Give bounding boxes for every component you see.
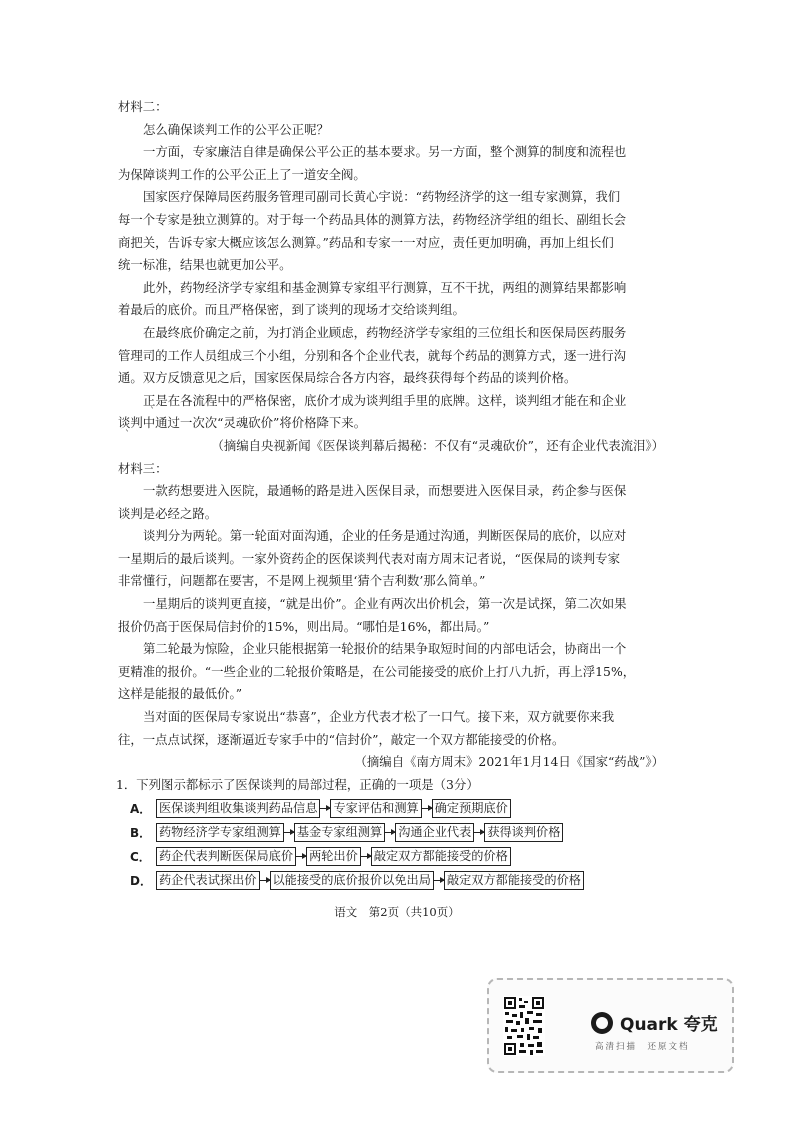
arrow-right-icon: [320, 808, 330, 809]
option-label: C．: [130, 849, 151, 864]
qr-code-icon: [503, 996, 545, 1056]
scan-speck: ˋ: [125, 430, 130, 441]
paragraph-line: 怎么确保谈判工作的公平公正呢？: [143, 121, 329, 137]
document-body: [118, 96, 666, 892]
option-d: [118, 869, 666, 892]
arrow-right-icon: [422, 808, 432, 809]
page-footer: 语文 第2页（共10页）: [334, 905, 460, 919]
paragraph-line: 非常懂行，问题都在要害，不是网上视频里‘猜个吉利数’那么简单。”: [118, 573, 486, 589]
flow-step: 获得谈判价格: [484, 823, 563, 842]
paragraph-line: 此外，药物经济学专家组和基金测算专家组平行测算，互不干扰，两组的测算结果都影响: [143, 279, 627, 295]
quark-logo: [591, 1010, 718, 1035]
paragraph-line: 谈判是必经之路。: [118, 505, 218, 521]
quark-brand-name: Quark 夸克: [620, 1015, 718, 1035]
option-c: [118, 845, 666, 868]
quark-logo-icon: [591, 1012, 613, 1034]
paragraph-line: 一方面，专家廉洁自律是确保公平公正的基本要求。另一方面，整个测算的制度和流程也: [143, 144, 627, 160]
material-3-heading: 材料三：: [118, 460, 168, 476]
flow-step: 专家评估和测算: [330, 799, 421, 818]
paragraph-line: 这样是能报的最低价。”: [118, 686, 243, 702]
option-b: [118, 821, 666, 844]
flow-step: 沟通企业代表: [395, 823, 474, 842]
option-label: A．: [130, 801, 152, 816]
option-label: B．: [130, 825, 152, 840]
paragraph-line: 管理司的工作人员组成三个小组，分别和各个企业代表，就每个药品的测算方式，逐一进行沟: [118, 347, 627, 363]
paragraph-line: 统一标准，结果也就更加公平。: [118, 257, 292, 273]
arrow-right-icon: [385, 832, 395, 833]
flow-step: 药企代表判断医保局底价: [156, 847, 296, 866]
scan-speck: ˋ: [150, 407, 155, 418]
paragraph-line: 着最后的底价。而且严格保密，到了谈判的现场才交给谈判组。: [118, 302, 465, 318]
option-a: [118, 797, 666, 820]
flow-step: 两轮出价: [306, 847, 361, 866]
paragraph-line: 一星期后的最后谈判。一家外资药企的医保谈判代表对南方周末记者说，“医保局的谈判专家: [118, 550, 620, 566]
material-3-source: （摘编自《南方周末》2021年1月14日《国家“药战”》）: [354, 754, 664, 770]
paragraph-line: 在最终底价确定之前，为打消企业顾虑，药物经济学专家组的三位组长和医保局医药服务: [143, 324, 627, 340]
paragraph-line: 通。双方反馈意见之后，国家医保局综合各方内容，最终获得每个药品的谈判价格。: [118, 370, 577, 386]
arrow-right-icon: [361, 856, 371, 857]
flow-step: 药企代表试探出价: [156, 871, 260, 890]
paragraph-line: 当对面的医保局专家说出“恭喜”，企业方代表才松了一口气。接下来，双方就要你来我: [143, 709, 615, 725]
flow-step: 敲定双方都能接受的价格: [444, 871, 584, 890]
flow-step: 基金专家组测算: [294, 823, 385, 842]
quark-tagline: 高清扫描 还原文档: [595, 1042, 690, 1052]
paragraph-line: 国家医疗保障局医药服务管理司副司长黄心宇说：“药物经济学的这一组专家测算，我们: [143, 189, 621, 205]
quark-watermark-card: [487, 978, 734, 1073]
material-2-heading: 材料二：: [118, 99, 168, 114]
arrow-right-icon: [284, 832, 294, 833]
paragraph-line: 正是在各流程中的严格保密，底价才成为谈判组手里的底牌。这样，谈判组才能在和企业: [143, 392, 627, 408]
paragraph-line: 往，一点点试探，逐渐逼近专家手中的“信封价”，敲定一个双方都能接受的价格。: [118, 731, 565, 747]
paragraph-line: 更精准的报价。“一些企业的二轮报价策略是，在公司能接受的底价上打八九折，再上浮15%，: [118, 663, 636, 679]
paragraph-line: 商把关，告诉专家大概应该怎么测算。”药品和专家一一对应，责任更加明确，再加上组长们: [118, 234, 614, 250]
flow-step: 医保谈判组收集谈判药品信息: [156, 799, 320, 818]
flow-step: 确定预期底价: [432, 799, 511, 818]
paragraph-line: 第二轮最为惊险，企业只能根据第一轮报价的结果争取短时间的内部电话会，协商出一个: [143, 641, 627, 657]
flow-step: 药物经济学专家组测算: [156, 823, 284, 842]
paragraph-line: 一款药想要进入医院，最通畅的路是进入医保目录，而想要进入医保目录，药企参与医保: [143, 483, 627, 499]
arrow-right-icon: [434, 880, 444, 881]
paragraph-line: 一星期后的谈判更直接，“就是出价”。企业有两次出价机会，第一次是试探，第二次如果: [143, 596, 627, 612]
arrow-right-icon: [260, 880, 270, 881]
material-2-source: （摘编自央视新闻《医保谈判幕后揭秘：不仅有“灵魂砍价”，还有企业代表流泪》）: [211, 437, 664, 453]
paragraph-line: 谈判分为两轮。第一轮面对面沟通，企业的任务是通过沟通，判断医保局的底价，以应对: [143, 528, 627, 544]
flow-step: 以能接受的底价报价以免出局: [270, 871, 434, 890]
paragraph-line: 为保障谈判工作的公平公正上了一道安全阀。: [118, 166, 366, 182]
paragraph-line: 报价仍高于医保局信封价的15%，则出局。“哪怕是16%，都出局。”: [118, 618, 490, 634]
arrow-right-icon: [296, 856, 306, 857]
paragraph-line: 每一个专家是独立测算的。对于每一个药品具体的测算方法，药物经济学组的组长、副组长会: [118, 211, 627, 227]
question-stem: 1．下列图示都标示了医保谈判的局部过程，正确的一项是（3分）: [116, 776, 479, 792]
paragraph-line: 谈判中通过一次次“灵魂砍价”将价格降下来。: [118, 415, 367, 431]
option-label: D．: [130, 873, 152, 888]
flow-step: 敲定双方都能接受的价格: [371, 847, 511, 866]
arrow-right-icon: [474, 832, 484, 833]
